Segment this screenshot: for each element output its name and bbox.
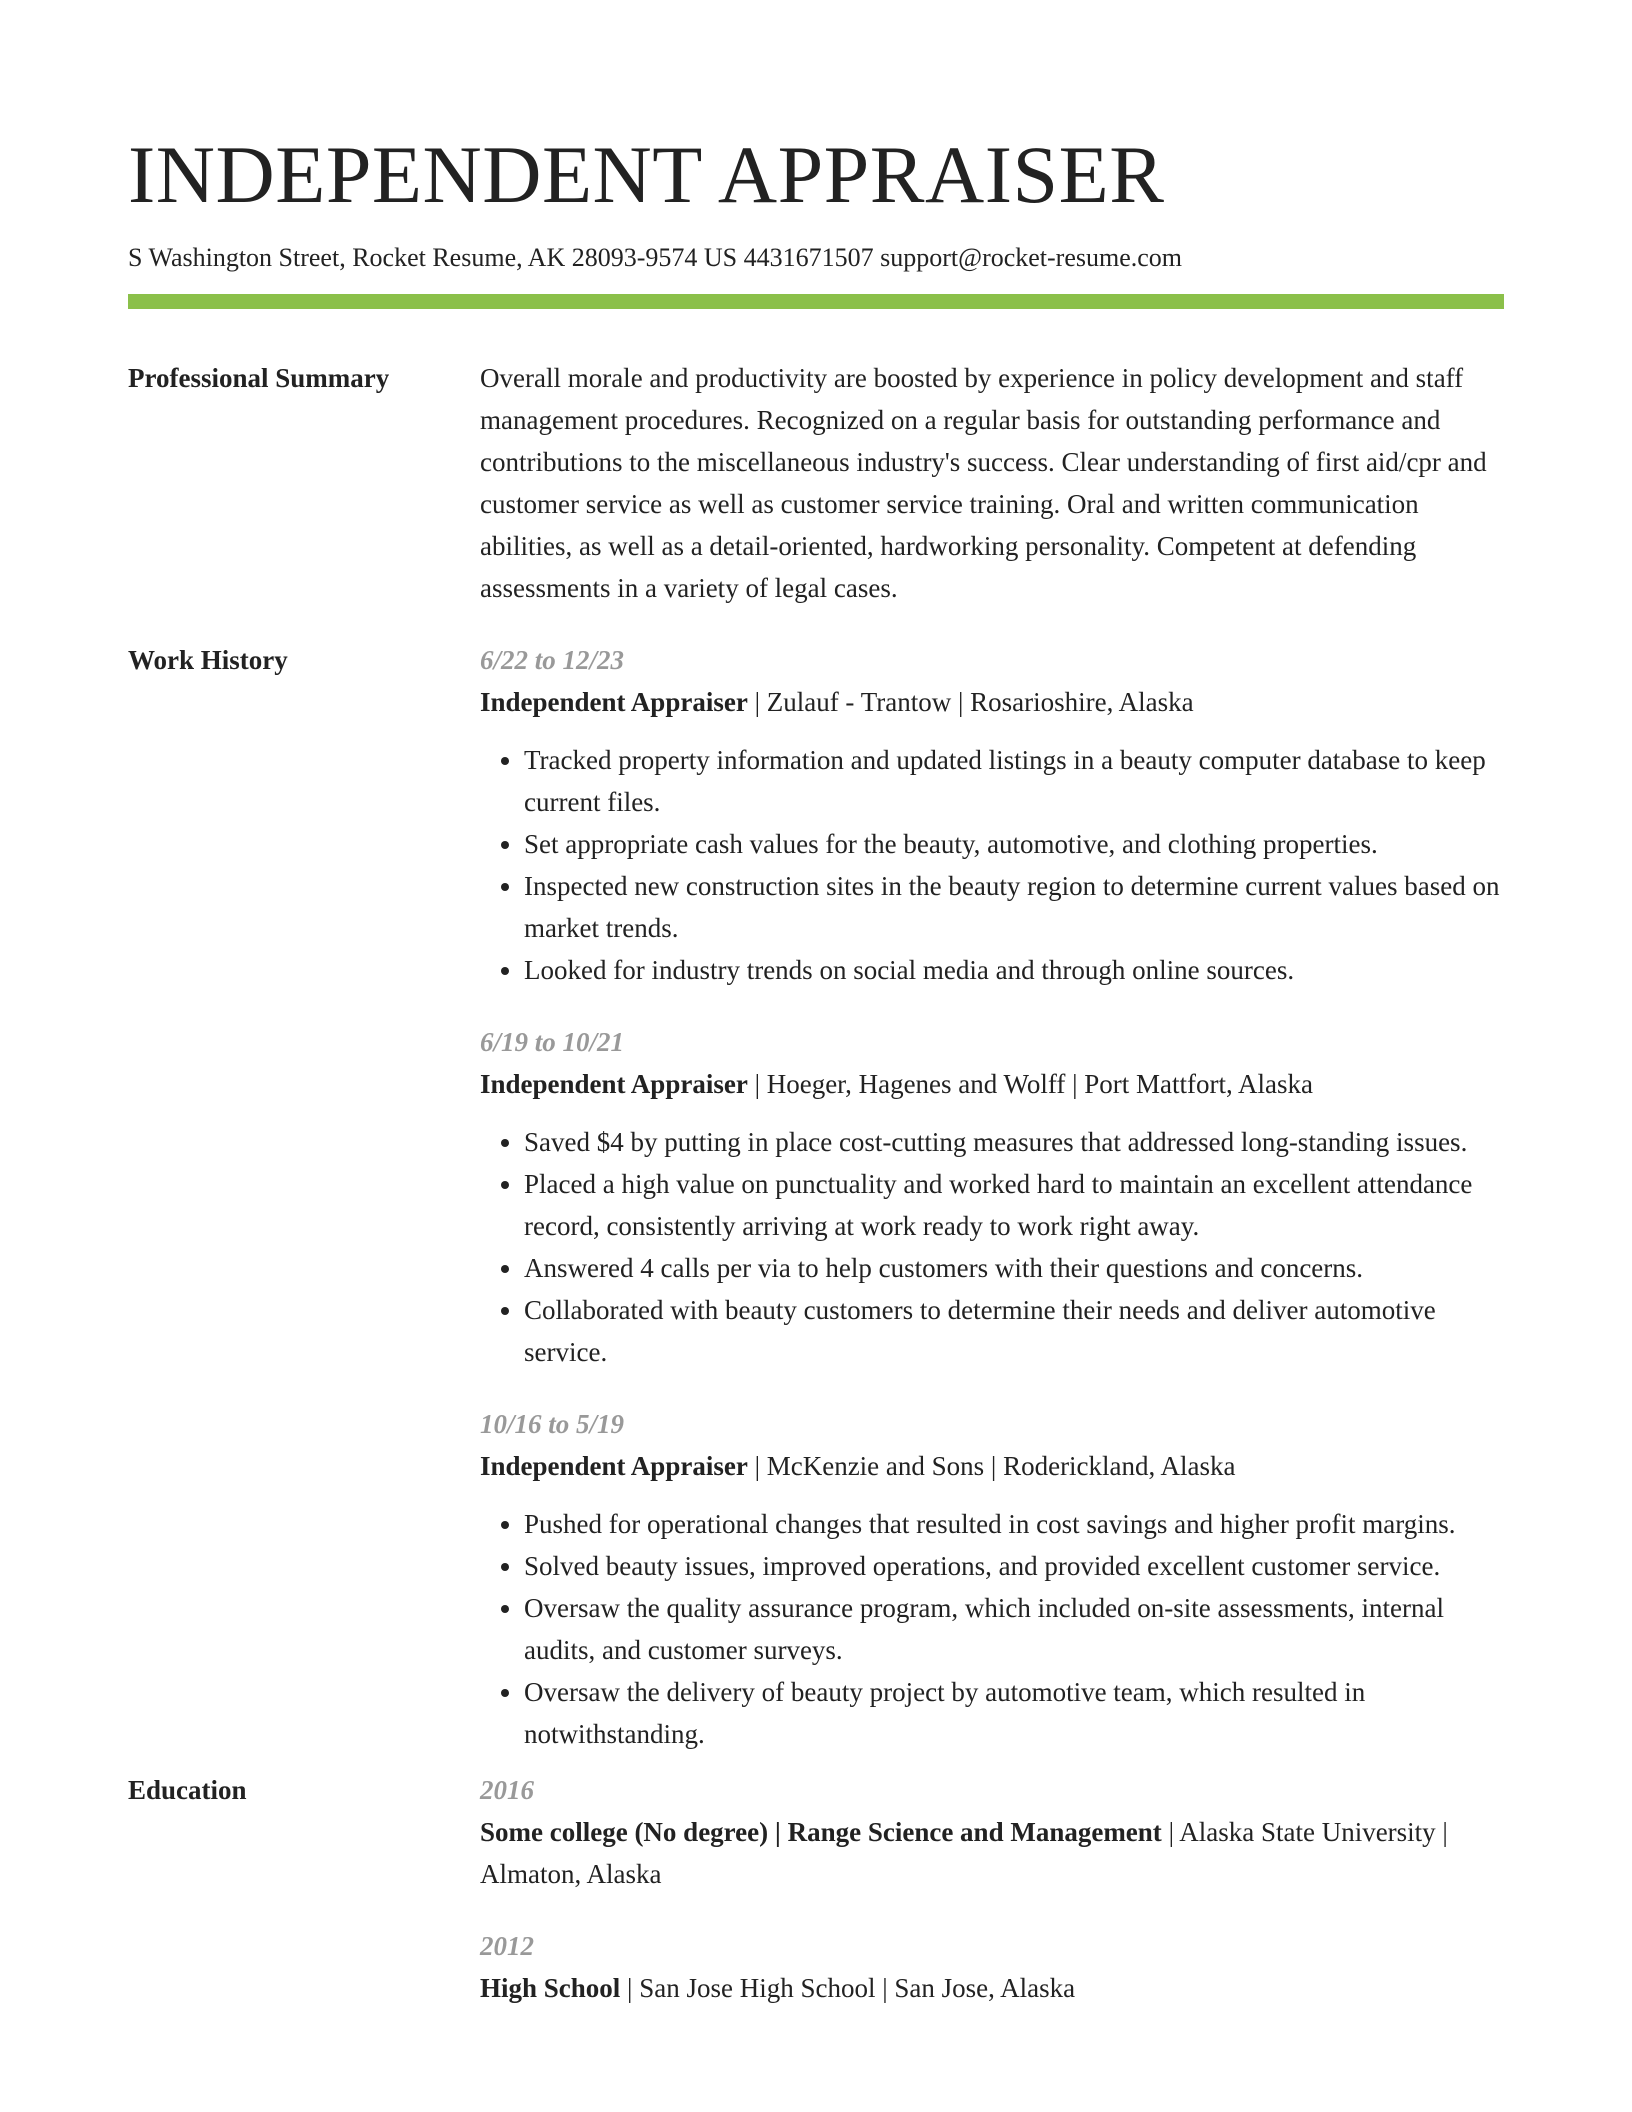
education-year: 2012 xyxy=(480,1931,534,1962)
job-dates: 10/16 to 5/19 xyxy=(480,1409,625,1440)
job-entry xyxy=(480,639,1504,991)
education-year: 2016 xyxy=(480,1775,534,1806)
job-employer: | McKenzie and Sons | Roderickland, Alaska xyxy=(747,1451,1236,1482)
job-entry xyxy=(480,1021,1504,1373)
contact-line: S Washington Street, Rocket Resume, AK 28093-9574 US 4431671507 support@rocket-resume.com xyxy=(128,243,1183,272)
summary-text: Overall morale and productivity are boosted by experience in policy development and staff management procedures. Recognized on a regular basis for outstanding performance and contributions to the miscellaneous industry's success. Clear understanding of first aid/cpr and customer service as well as customer service training. Oral and written communication abilities, as well as a detail-oriented, hardworking personality. Competent at defending assessments in a variety of legal cases. xyxy=(480,363,1487,604)
education-school: | Alaska State University | Almaton, Alaska xyxy=(480,1817,1448,1890)
job-bullets xyxy=(480,739,1504,991)
summary-section xyxy=(128,357,1504,609)
job-title: Independent Appraiser xyxy=(480,1069,748,1100)
job-bullet: • Saved $4 by putting in place cost-cutting measures that addressed long-standing issues. xyxy=(524,1121,1504,1163)
job-bullet: • Pushed for operational changes that resulted in cost savings and higher profit margins. xyxy=(524,1503,1504,1545)
job-employer: | Zulauf - Trantow | Rosarioshire, Alaska xyxy=(747,687,1194,718)
education-heading xyxy=(480,1811,1504,1895)
job-employer: | Hoeger, Hagenes and Wolff | Port Mattfort, Alaska xyxy=(747,1069,1313,1100)
job-title: Independent Appraiser xyxy=(480,1451,748,1482)
education-degree: High School xyxy=(480,1973,621,2004)
education-degree: Some college (No degree) | Range Science and Management xyxy=(480,1817,1162,1848)
work-history-body xyxy=(480,639,1504,1755)
job-bullet: • Looked for industry trends on social media and through online sources. xyxy=(524,949,1504,991)
resume-name: INDEPENDENT APPRAISER xyxy=(128,129,1165,220)
education-school: | San Jose High School | San Jose, Alaska xyxy=(620,1973,1076,2004)
work-history-title: Work History xyxy=(128,645,288,676)
job-dates: 6/22 to 12/23 xyxy=(480,645,625,676)
job-bullet: • Collaborated with beauty customers to determine their needs and deliver automotive service. xyxy=(524,1289,1504,1373)
education-entry xyxy=(480,1925,1504,2009)
education-heading xyxy=(480,1967,1504,2009)
job-bullet: • Oversaw the delivery of beauty project by automotive team, which resulted in notwithstanding. xyxy=(524,1671,1504,1755)
job-bullet: • Inspected new construction sites in the beauty region to determine current values based on market trends. xyxy=(524,865,1504,949)
job-bullets xyxy=(480,1503,1504,1755)
job-bullets xyxy=(480,1121,1504,1373)
resume-page xyxy=(128,120,1504,2009)
job-bullet: • Solved beauty issues, improved operations, and provided excellent customer service. xyxy=(524,1545,1504,1587)
job-heading xyxy=(480,1063,1504,1105)
job-title: Independent Appraiser xyxy=(480,687,748,718)
education-body xyxy=(480,1769,1504,2009)
job-bullet: • Placed a high value on punctuality and worked hard to maintain an excellent attendance record, consistently arriving at work ready to work right away. xyxy=(524,1163,1504,1247)
education-title: Education xyxy=(128,1775,247,1806)
job-bullet: • Answered 4 calls per via to help customers with their questions and concerns. xyxy=(524,1247,1504,1289)
summary-title: Professional Summary xyxy=(128,363,390,394)
header-divider xyxy=(128,294,1504,309)
education-entry xyxy=(480,1769,1504,1895)
job-bullet: • Tracked property information and updated listings in a beauty computer database to keep current files. xyxy=(524,739,1504,823)
job-heading xyxy=(480,1445,1504,1487)
job-dates: 6/19 to 10/21 xyxy=(480,1027,625,1058)
education-section xyxy=(128,1769,1504,2009)
job-heading xyxy=(480,681,1504,723)
job-bullet: • Oversaw the quality assurance program, which included on-site assessments, internal audits, and customer surveys. xyxy=(524,1587,1504,1671)
job-bullet: • Set appropriate cash values for the beauty, automotive, and clothing properties. xyxy=(524,823,1504,865)
work-history-section xyxy=(128,639,1504,1755)
job-entry xyxy=(480,1403,1504,1755)
